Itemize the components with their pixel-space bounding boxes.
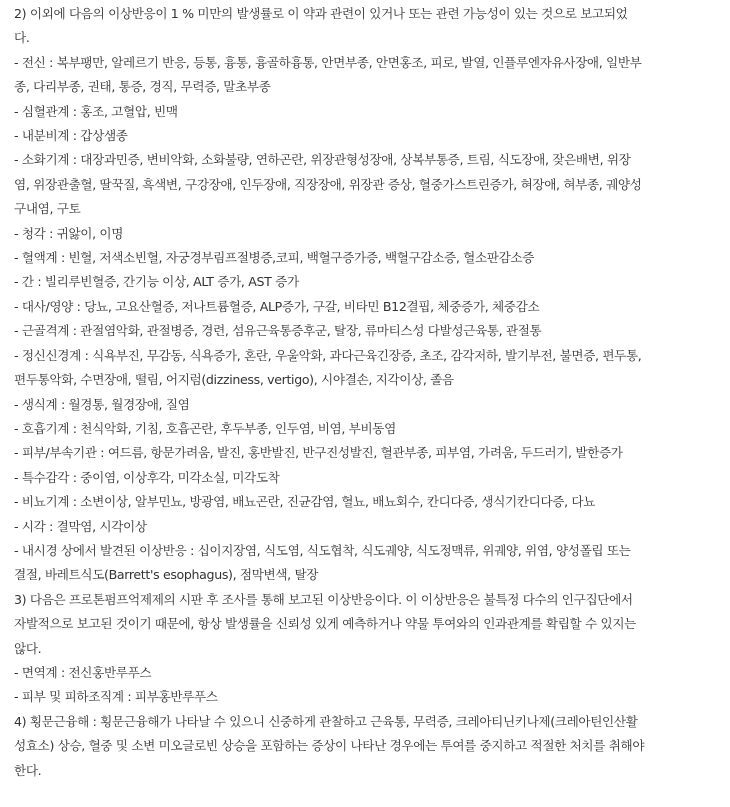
text-line: - 비뇨기계 : 소변이상, 알부민뇨, 방광염, 배뇨곤란, 진균감염, 혈뇨, 배뇨회수, 칸디다증, 생식기칸디다증, 다뇨 xyxy=(14,494,596,510)
text-line: - 정신신경계 : 식욕부진, 무감동, 식욕증가, 혼란, 우울악화, 과다근육긴장증, 초조, 감각저하, 발기부전, 불면증, 편두통, xyxy=(14,347,642,363)
text-line: - 생식계 : 월경통, 월경장애, 질염 xyxy=(14,396,190,412)
text-line: 결절, 바레트식도(Barrett's esophagus), 점막변색, 탈장 xyxy=(14,567,319,583)
text-line: - 호흡기계 : 천식악화, 기침, 호흡곤란, 후두부종, 인두염, 비염, 부비동염 xyxy=(14,420,396,436)
text-line: - 심혈관계 : 홍조, 고혈압, 빈맥 xyxy=(14,103,178,119)
text-line: 염, 위장관출혈, 딸꾹질, 흑색변, 구강장애, 인두장애, 직장장애, 위장관 증상, 혈중가스트린증가, 혀장애, 혀부종, 궤양성 xyxy=(14,176,642,192)
text-line: 3) 다음은 프로톤펌프억제제의 시판 후 조사를 통해 보고된 이상반응이다. 이 이상반응은 불특정 다수의 인구집단에서 xyxy=(14,591,633,607)
text-line: - 대사/영양 : 당뇨, 고요산혈증, 저나트륨혈증, ALP증가, 구갈, 비타민 B12결핍, 체중증가, 체중감소 xyxy=(14,298,540,314)
text-line: - 소화기계 : 대장과민증, 변비악화, 소화불량, 연하곤란, 위장관형성장애, 상복부통증, 트림, 식도장애, 잦은배변, 위장 xyxy=(14,152,631,168)
text-line: 않다. xyxy=(14,640,42,656)
text-line: 구내염, 구토 xyxy=(14,201,81,217)
text-line: 종, 다리부종, 권태, 통증, 경직, 무력증, 말초부종 xyxy=(14,79,271,95)
text-line: 4) 횡문근융해 : 횡문근융해가 나타날 수 있으니 신중하게 관찰하고 근육통, 무력증, 크레아티닌키나제(크레아틴인산활 xyxy=(14,713,638,729)
text-line: - 시각 : 결막염, 시각이상 xyxy=(14,518,147,534)
text-line: - 특수감각 : 중이염, 이상후각, 미각소실, 미각도착 xyxy=(14,469,280,485)
text-line: 편두통악화, 수면장애, 떨림, 어지럼(dizziness, vertigo), 시야결손, 지각이상, 졸음 xyxy=(14,372,454,388)
text-line: - 내분비계 : 갑상샘종 xyxy=(14,128,128,144)
text-line: 2) 이외에 다음의 이상반응이 1 % 미만의 발생률로 이 약과 관련이 있거나 또는 관련 가능성이 있는 것으로 보고되었 xyxy=(14,6,628,21)
text-line: 자발적으로 보고된 것이기 때문에, 항상 발생률을 신뢰성 있게 예측하거나 약물 투여와의 인과관계를 확립할 수 있지는 xyxy=(14,616,636,632)
text-line: - 피부/부속기관 : 여드름, 항문가려움, 발진, 홍반발진, 반구진성발진, 혈관부종, 피부염, 가려움, 두드러기, 발한증가 xyxy=(14,445,623,461)
text-line: - 청각 : 귀앓이, 이명 xyxy=(14,225,124,241)
text-line: - 전신 : 복부팽만, 알레르기 반응, 등통, 흉통, 흉골하흉통, 안면부종, 안면홍조, 피로, 발열, 인플루엔자유사장애, 일반부 xyxy=(14,54,642,70)
text-line: 다. xyxy=(14,30,30,46)
text-line: - 근골격계 : 관절염악화, 관절병증, 경련, 섬유근육통증후군, 탈장, 류마티스성 다발성근육통, 관절통 xyxy=(14,323,542,339)
text-line: - 내시경 상에서 발견된 이상반응 : 십이지장염, 식도염, 식도협착, 식도궤양, 식도정맥류, 위궤양, 위염, 양성폴립 또는 xyxy=(14,542,631,558)
text-line: 성효소) 상승, 혈중 및 소변 미오글로빈 상승을 포함하는 증상이 나타난 경우에는 투여를 중지하고 적절한 처치를 취해야 xyxy=(14,738,645,754)
text-line: 한다. xyxy=(14,762,42,778)
text-line: - 간 : 빌리루빈혈증, 간기능 이상, ALT 증가, AST 증가 xyxy=(14,274,299,290)
text-line: - 피부 및 피하조직계 : 피부홍반루푸스 xyxy=(14,689,218,705)
text-line: - 면역계 : 전신홍반루푸스 xyxy=(14,664,152,680)
text-line: - 혈액계 : 빈혈, 저색소빈혈, 자궁경부림프절병증,코피, 백혈구증가증, 백혈구감소증, 혈소판감소증 xyxy=(14,250,535,266)
